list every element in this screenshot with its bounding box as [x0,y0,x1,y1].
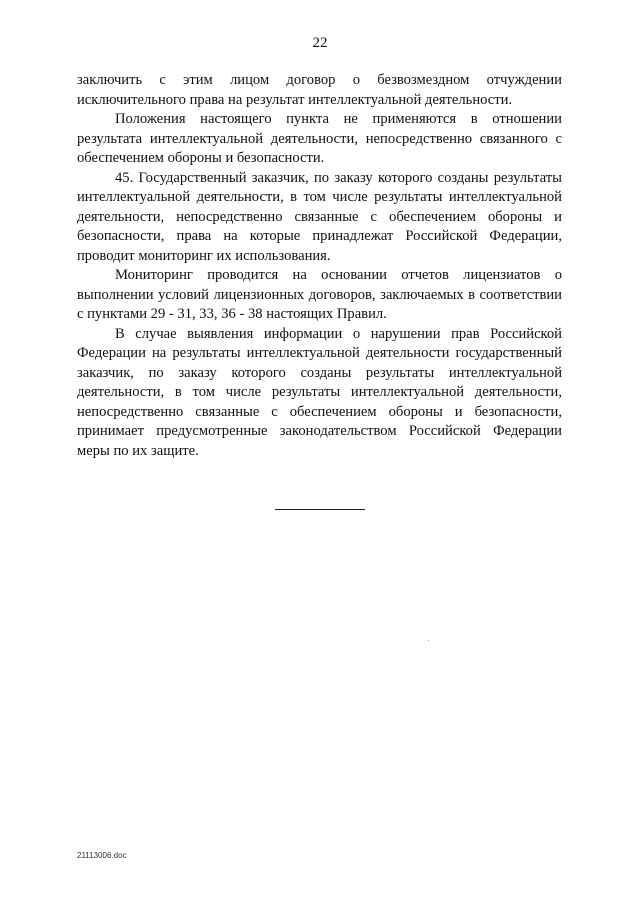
page-number: 22 [312,35,328,51]
footer-filename: 21113006.doc [77,851,127,860]
scan-speck [428,640,429,641]
end-divider-line [275,509,365,510]
document-body [77,71,562,461]
paragraph-continuation: заключить с этим лицом договор о безвозмездном отчуждении исключительного права на результат интеллектуальной деятельности. [77,72,562,108]
paragraph-rights-protection: В случае выявления информации о нарушении прав Российской Федерации на результаты интеллектуальной деятельности государственный заказчик, по заказу которого созданы результаты интеллектуальной деятельности, в том числе результаты интеллектуальной деятельности, непосредственно связанные с обеспечением обороны и безопасности, принимает предусмотренные законодательством Российской Федерации меры по их защите. [77,325,562,459]
paragraph-clause-45: 45. Государственный заказчик, по заказу которого созданы результаты интеллектуальной деятельности, в том числе результаты интеллектуальной деятельности, непосредственно связанные с обеспечением обороны и безопасности, права на которые принадлежат Российской Федерации, проводит мониторинг их использования. [77,169,562,264]
paragraph-monitoring: Мониторинг проводится на основании отчетов лицензиатов о выполнении условий лицензионных договоров, заключаемых в соответствии с пунктами 29 - 31, 33, 36 - 38 настоящих Правил. [77,267,562,322]
paragraph-exclusion-clause: Положения настоящего пункта не применяются в отношении результата интеллектуальной деятельности, непосредственно связанного с обеспечением обороны и безопасности. [77,111,562,166]
